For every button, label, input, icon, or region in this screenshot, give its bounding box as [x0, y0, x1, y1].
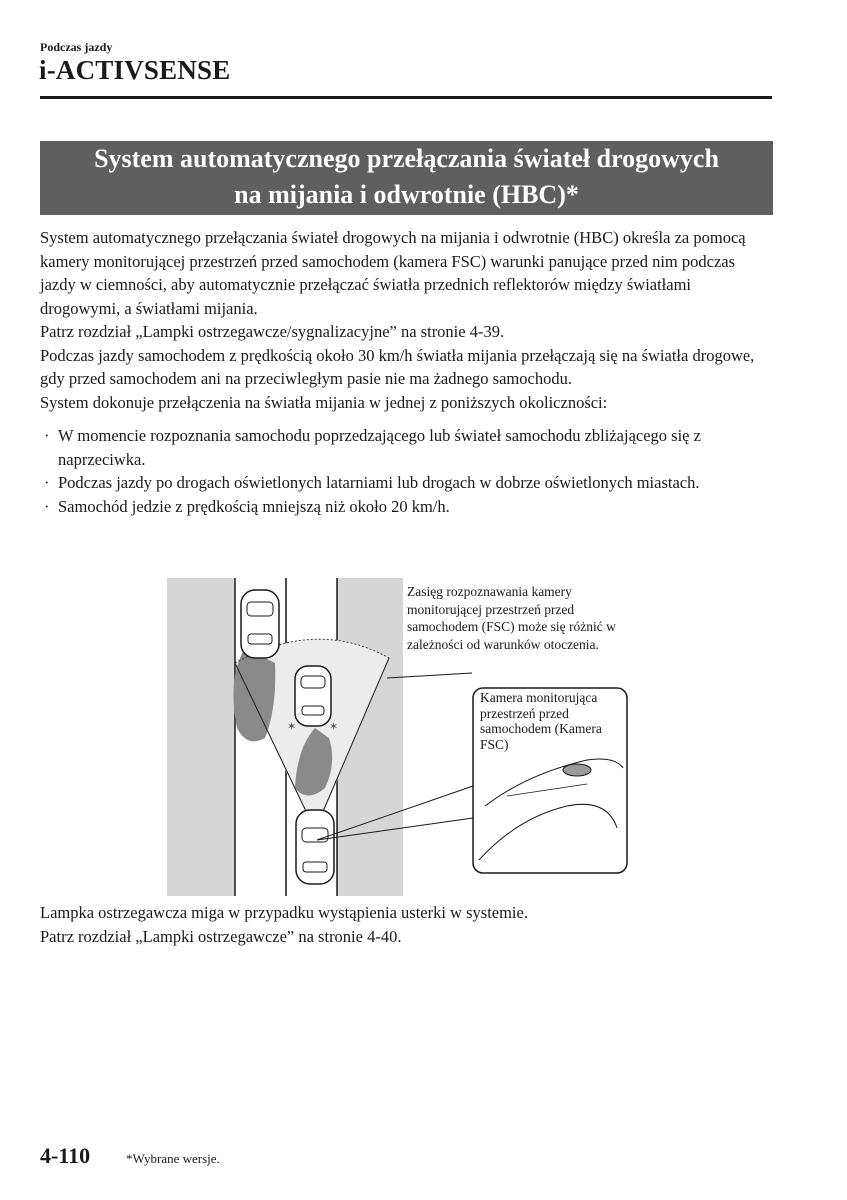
body-text — [40, 226, 773, 518]
footnote: *Wybrane wersje. — [126, 1151, 220, 1166]
conditions-intro: System dokonuje przełączenia na światła mijania w jednej z poniższych okoliczności: — [40, 392, 608, 412]
bullet-dot: · — [44, 426, 50, 445]
own-car — [296, 810, 334, 884]
list-item: · Samochód jedzie z prędkością mniejszą niż około 20 km/h. — [40, 495, 773, 519]
chapter-title: i-ACTIVSENSE — [39, 55, 231, 85]
section-label: Podczas jazdy — [40, 40, 113, 54]
car-body — [295, 666, 331, 726]
banner-title-line-1: System automatycznego przełączania świateł drogowych — [94, 144, 719, 173]
leading-car — [287, 666, 338, 733]
tail-light-glyph: ✶ — [287, 720, 297, 733]
figure-caption: Zasięg rozpoznawania kamery monitorującej przestrzeń przed samochodem (FSC) może się różnić w zależności od warunków otoczenia. — [407, 584, 616, 652]
reference-paragraph: Patrz rozdział „Lampki ostrzegawcze/sygnalizacyjne” na stronie 4-39. — [40, 322, 505, 341]
car-body — [296, 810, 334, 884]
list-item: · Podczas jazdy po drogach oświetlonych latarniami lub drogach w dobrze oświetlonych miastach. — [40, 471, 773, 495]
after-text — [40, 901, 773, 948]
reference-paragraph-2: Patrz rozdział „Lampki ostrzegawcze” na stronie 4-40. — [40, 926, 402, 946]
intro-paragraph: System automatycznego przełączania świateł drogowych na mijania i odwrotnie (HBC) określa za pomocą kamery monitorującej przestrzeń przed samochodem (kamera FSC) warunki panujące przed nim podczas jazdy w ciemności, aby automatycznie przełączać światła przednich reflektorów między światłami drogowymi, a światłami mijania. — [40, 228, 746, 318]
car-body — [241, 590, 279, 658]
conditions-list — [40, 424, 773, 518]
bullet-dot: · — [44, 473, 50, 492]
speed-paragraph: Podczas jazdy samochodem z prędkością około 30 km/h światła mijania przełączają się na światła drogowe, gdy przed samochodem ani na przeciwległym pasie nie ma żadnego samochodu. — [40, 345, 755, 388]
tail-light-glyph: ✶ — [329, 720, 339, 733]
header-divider — [40, 96, 772, 99]
oncoming-car — [241, 590, 279, 658]
warning-paragraph: Lampka ostrzegawcza miga w przypadku wystąpienia usterki w systemie. — [40, 903, 528, 922]
list-item: · W momencie rozpoznania samochodu poprzedzającego lub świateł samochodu zbliżającego się z naprzeciwka. — [44, 426, 701, 469]
camera-callout-label: Kamera monitorująca przestrzeń przed samochodem (Kamera FSC) — [480, 690, 602, 752]
section-banner — [40, 141, 773, 215]
bullet-dot: · — [44, 496, 50, 516]
banner-title-line-2: na mijania i odwrotnie (HBC)* — [234, 180, 579, 209]
fsc-camera — [563, 764, 591, 776]
page-number: 4-110 — [40, 1143, 91, 1168]
